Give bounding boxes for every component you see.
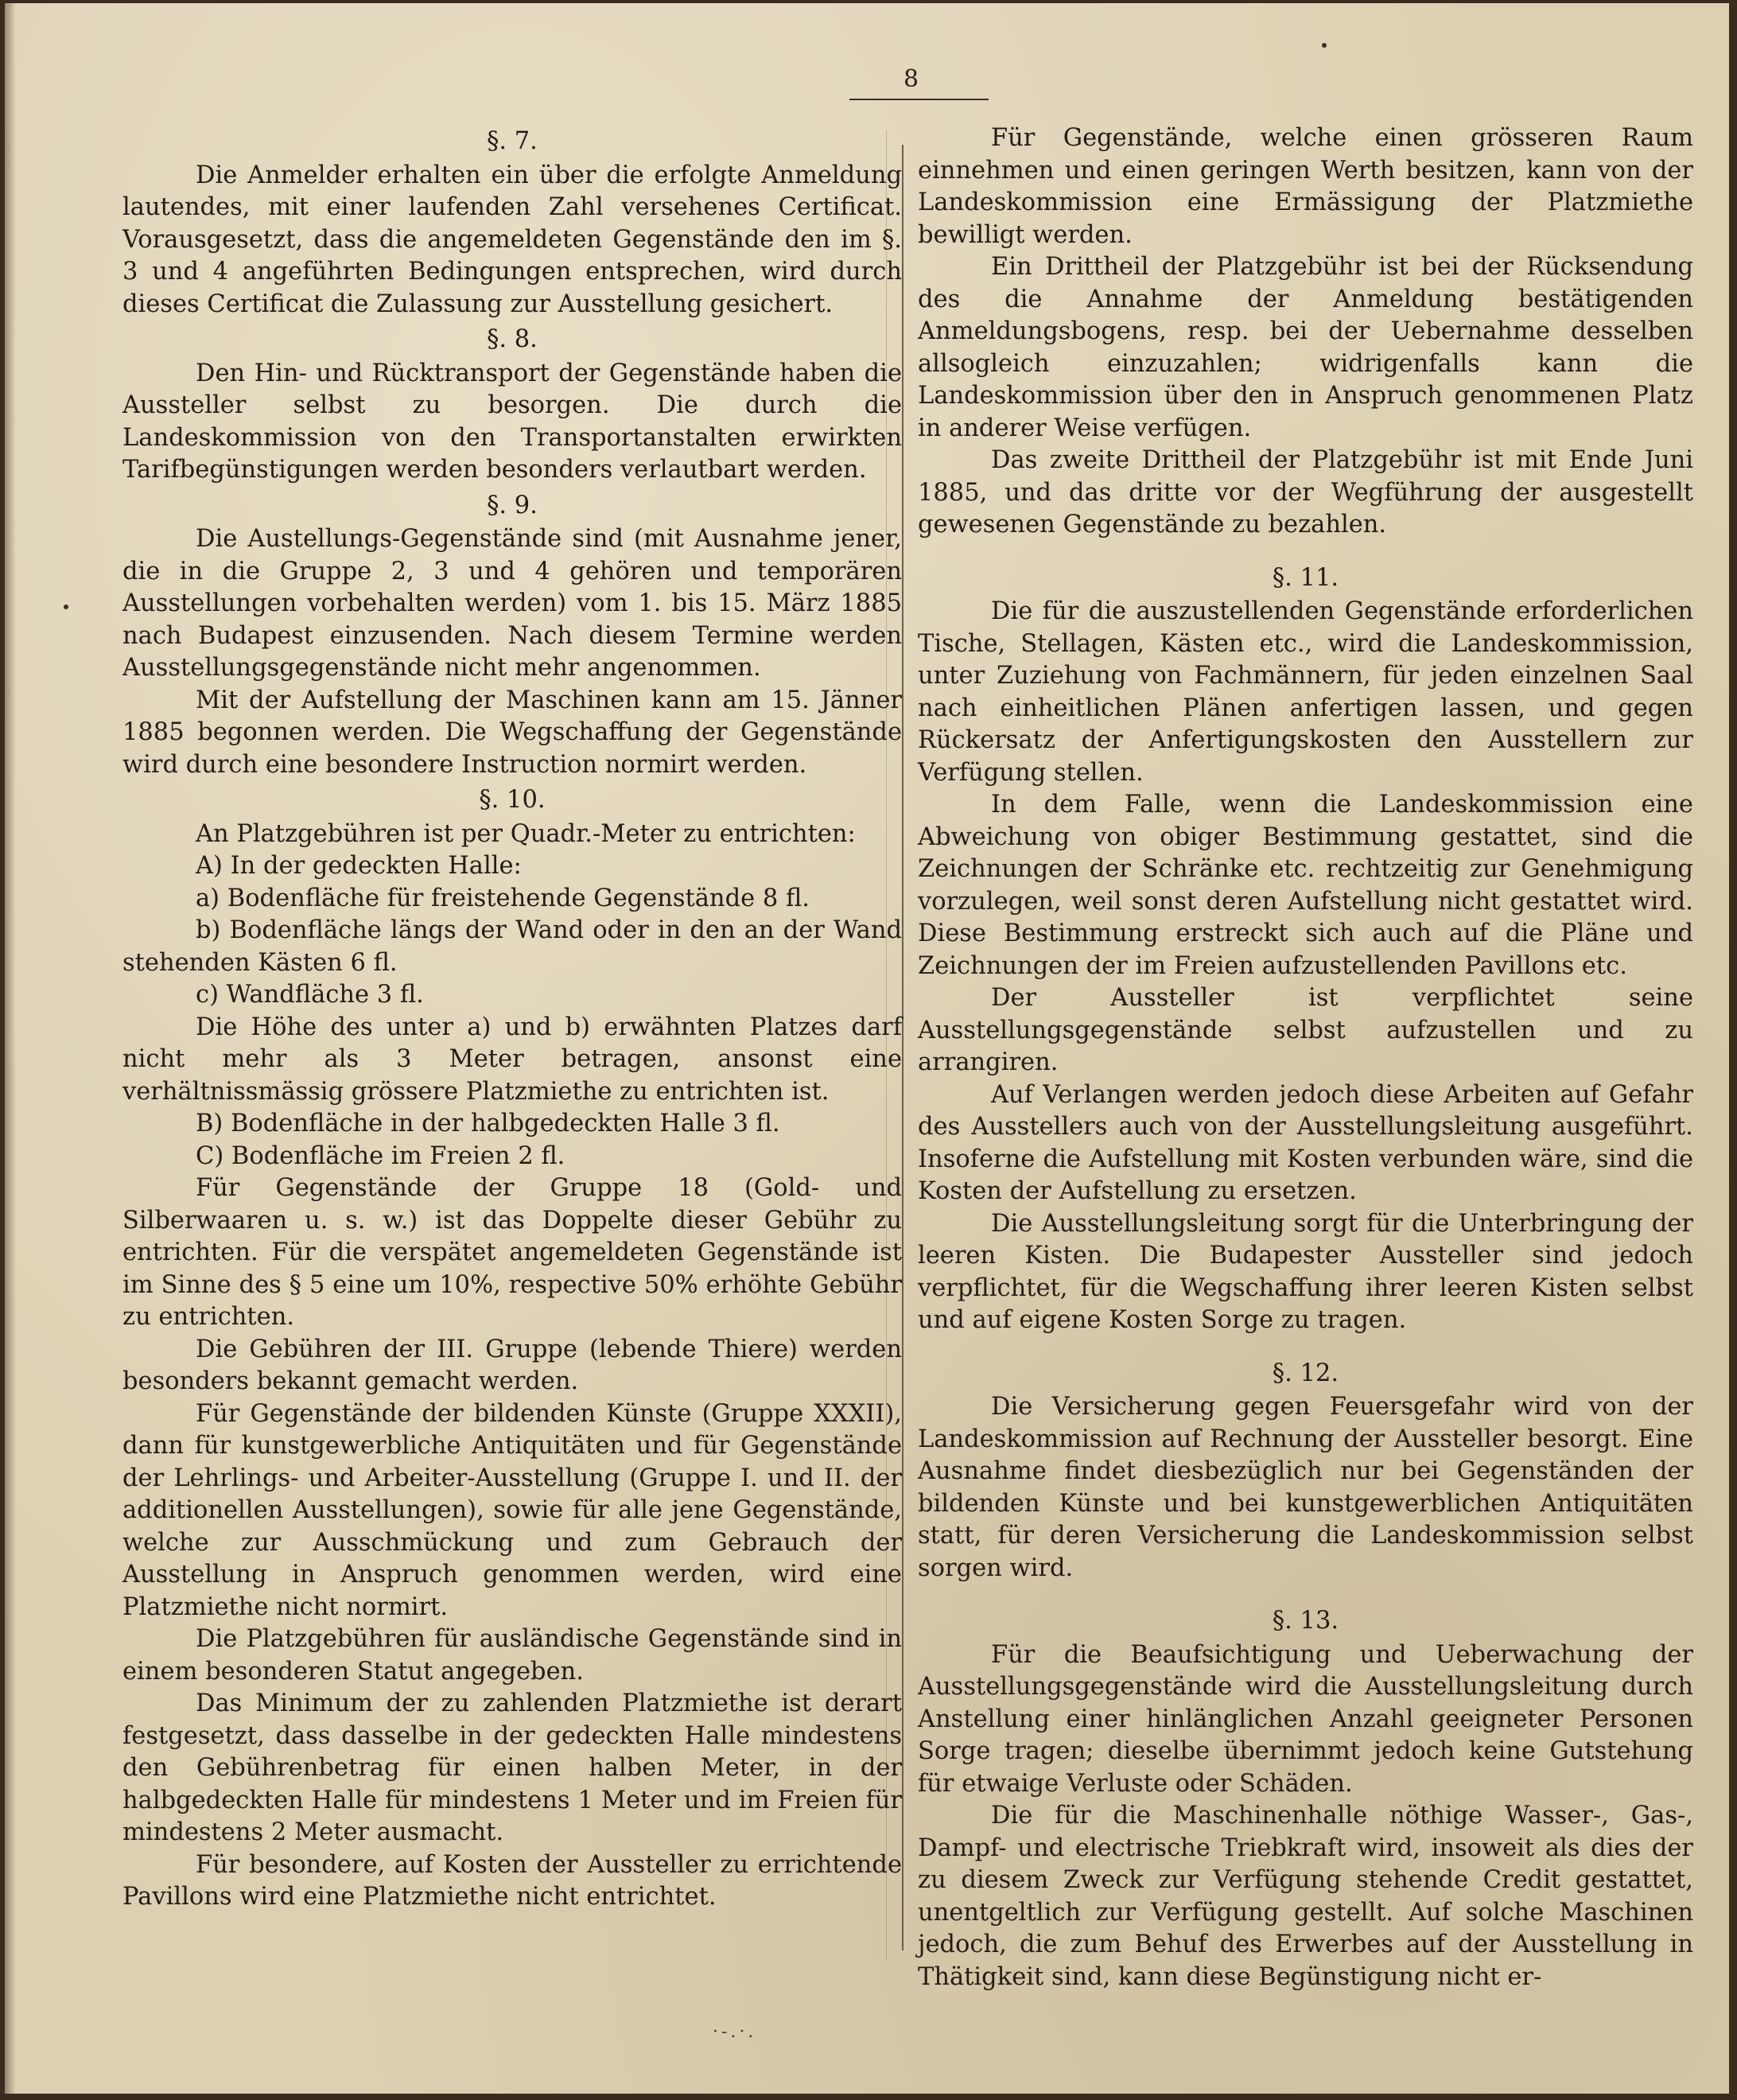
page-number: 8: [903, 65, 919, 93]
paragraph: Die Ausstellungsleitung sorgt für die Unterbringung der leeren Kisten. Die Budapester Aussteller sind jedoch verpflichtet, für die Wegschaffung ihrer leeren Kisten selbst und auf eigene Kosten Sorge zu tragen.: [918, 1209, 1693, 1334]
paragraph: Die Platzgebühren für ausländische Gegenstände sind in einem besonderen Statut angegeben.: [122, 1625, 902, 1686]
paragraph: Für Gegenstände der bildenden Künste (Gruppe XXXII), dann für kunstgewerbliche Antiquitäten und für Gegenstände der Lehrlings- und Arbeiter-Ausstellung (Gruppe I. und II. der additionellen Ausstellungen), sowie für alle jene Gegenstände, welche zur Ausschmückung und zum Gebrauch der Ausstellung in Anspruch genommen werden, wird eine Platzmiethe nicht normirt.: [122, 1399, 902, 1621]
paragraph: Die Gebühren der III. Gruppe (lebende Thiere) werden besonders bekannt gemacht werden.: [122, 1335, 902, 1395]
paragraph: Das zweite Drittheil der Platzgebühr ist mit Ende Juni 1885, und das dritte vor der Wegführung der ausgestellt gewesenen Gegenstände zu bezahlen.: [918, 446, 1693, 539]
section-heading: §. 10.: [479, 786, 546, 814]
paragraph: C) Bodenfläche im Freien 2 fl.: [196, 1141, 565, 1170]
section-heading: §. 9.: [487, 491, 538, 519]
bottom-marks: ·-.·.: [713, 2022, 757, 2042]
paragraph: An Platzgebühren ist per Quadr.-Meter zu entrichten:: [196, 819, 856, 848]
paragraph: Ein Drittheil der Platzgebühr ist bei der Rücksendung des die Annahme der Anmeldung bestätigenden Anmeldungsbogens, resp. bei der Uebernahme desselben allsogleich einzuzahlen; widrigenfalls kann die Landeskommission über den in Anspruch genommenen Platz in anderer Weise verfügen.: [918, 253, 1693, 442]
paragraph: Die Versicherung gegen Feuersgefahr wird von der Landeskommission auf Rechnung der Aussteller besorgt. Eine Ausnahme findet diesbezüglich nur bei Gegenständen der bildenden Künste und bei kunstgewerblichen Antiquitäten statt, für deren Versicherung die Landeskommission selbst sorgen wird.: [918, 1393, 1693, 1582]
paragraph: Auf Verlangen werden jedoch diese Arbeiten auf Gefahr des Ausstellers auch von der Ausstellungsleitung ausgeführt. Insoferne die Aufstellung mit Kosten verbunden wäre, sind die Kosten der Aufstellung zu ersetzen.: [918, 1080, 1693, 1205]
paragraph: A) In der gedeckten Halle:: [196, 852, 522, 880]
paragraph: a) Bodenfläche für freistehende Gegenstände 8 fl.: [196, 884, 810, 912]
paragraph: Für die Beaufsichtigung und Ueberwachung der Ausstellungsgegenstände wird die Ausstellungsleitung durch Anstellung einer hinlänglichen Anzahl geeigneter Personen Sorge tragen; dieselbe übernimmt jedoch keine Gutstehung für etwaige Verluste oder Schäden.: [918, 1640, 1693, 1798]
paragraph: Die für die Maschinenhalle nöthige Wasser-, Gas-, Dampf- und electrische Triebkraft wird, insoweit als dies der zu diesem Zweck zur Verfügung stehende Credit gestattet, unentgeltlich zur Verfügung gestellt. Auf solche Maschinen jedoch, die zum Behuf des Erwerbes auf der Ausstellung in Thätigkeit sind, kann diese Begünstigung nicht er-: [918, 1802, 1693, 1991]
section-heading: §. 12.: [1272, 1359, 1339, 1387]
paragraph: Die Anmelder erhalten ein über die erfolgte Anmeldung lautendes, mit einer laufenden Zahl versehenes Certificat. Vorausgesetzt, dass die angemeldeten Gegenstände den im §. 3 und 4 angeführten Bedingungen entsprechen, wird durch dieses Certificat die Zulassung zur Ausstellung gesichert.: [122, 161, 902, 318]
paragraph: Das Minimum der zu zahlenden Platzmiethe ist derart festgesetzt, dass dasselbe in der gedeckten Halle mindestens den Gebührenbetrag für einen halben Meter, in der halbgedeckten Halle für mindestens 1 Meter und im Freien für mindestens 2 Meter ausmacht.: [122, 1690, 902, 1846]
section-heading: §. 13.: [1272, 1607, 1339, 1635]
column-divider: [902, 145, 903, 1950]
page-edge-shadow: [5, 3, 16, 2094]
speck-mark: [64, 605, 68, 609]
paragraph: Der Aussteller ist verpflichtet seine Ausstellungsgegenstände selbst aufzustellen und zu arrangiren.: [918, 984, 1693, 1076]
paragraph: c) Wandfläche 3 fl.: [196, 981, 424, 1009]
paragraph: Für besondere, auf Kosten der Aussteller zu errichtende Pavillons wird eine Platzmiethe nicht entrichtet.: [122, 1850, 902, 1911]
left-column: [122, 122, 902, 1914]
paragraph: In dem Falle, wenn die Landeskommission eine Abweichung von obiger Bestimmung gestattet, sind die Zeichnungen der Schränke etc. rechtzeitig zur Genehmigung vorzulegen, weil sonst deren Aufstellung nicht gestattet wird. Diese Bestimmung erstreckt sich auch auf die Pläne und Zeichnungen der im Freien aufzustellenden Pavillons etc.: [918, 791, 1693, 980]
paragraph: Die Austellungs-Gegenstände sind (mit Ausnahme jener, die in die Gruppe 2, 3 und 4 gehören und temporären Ausstellungen vorbehalten werden) vom 1. bis 15. März 1885 nach Budapest einzusenden. Nach diesem Termine werden Ausstellungsgegenstände nicht mehr angenommen.: [122, 525, 902, 682]
paragraph: Den Hin- und Rücktransport der Gegenstände haben die Aussteller selbst zu besorgen. Die durch die Landeskommission von den Transportanstalten erwirkten Tarifbegünstigungen werden besonders verlautbart werden.: [122, 359, 902, 484]
right-column: [918, 122, 1693, 1993]
paragraph: B) Bodenfläche in der halbgedeckten Halle 3 fl.: [196, 1110, 780, 1138]
paragraph: Für Gegenstände der Gruppe 18 (Gold- und Silberwaaren u. s. w.) ist das Doppelte dieser Gebühr zu entrichten. Für die verspätet angemeldeten Gegenstände ist im Sinne des § 5 eine um 10%, respective 50% erhöhte Gebühr zu entrichten.: [122, 1174, 902, 1331]
speck-mark: [1322, 43, 1327, 48]
section-heading: §. 8.: [487, 325, 538, 353]
paragraph: Für Gegenstände, welche einen grösseren Raum einnehmen und einen geringen Werth besitzen, kann von der Landeskommission eine Ermässigung der Platzmiethe bewilligt werden.: [918, 124, 1693, 249]
paragraph: Die für die auszustellenden Gegenstände erforderlichen Tische, Stellagen, Kästen etc., wird die Landeskommission, unter Zuziehung von Fachmännern, für jeden einzelnen Saal nach einheitlichen Plänen anfertigen lassen, und gegen Rückersatz der Anfertigungskosten den Ausstellern zur Verfügung stellen.: [918, 597, 1693, 787]
paragraph: Die Höhe des unter a) und b) erwähnten Platzes darf nicht mehr als 3 Meter betragen, ansonst eine verhältnissmässig grössere Platzmiethe zu entrichten ist.: [122, 1013, 902, 1106]
header-rule: [849, 99, 989, 100]
section-heading: §. 7.: [487, 127, 538, 155]
paragraph: b) Bodenfläche längs der Wand oder in den an der Wand stehenden Kästen 6 fl.: [122, 916, 902, 977]
paragraph: Mit der Aufstellung der Maschinen kann am 15. Jänner 1885 begonnen werden. Die Wegschaffung der Gegenstände wird durch eine besondere Instruction normirt werden.: [122, 686, 902, 779]
section-heading: §. 11.: [1272, 563, 1339, 592]
document-page: [5, 3, 1729, 2094]
